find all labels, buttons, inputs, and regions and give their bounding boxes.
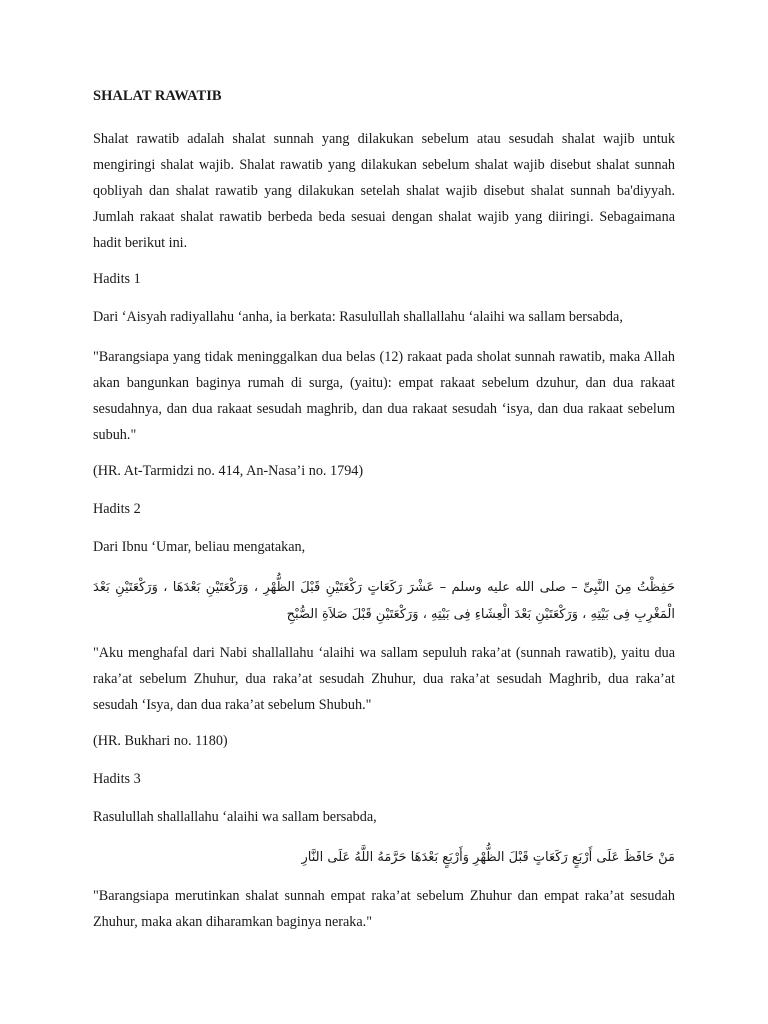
hadits-1-narration: Dari ‘Aisyah radiyallahu ‘anha, ia berkata: Rasulullah shallallahu ‘alaihi wa sallam bersabda, xyxy=(93,309,623,325)
intro-paragraph: Shalat rawatib adalah shalat sunnah yang dilakukan sebelum atau sesudah shalat wajib untuk mengiringi shalat wajib. Shalat rawatib yang dilakukan sebelum shalat wajib disebut shalat sunnah qobliyah dan shalat rawatib yang dilakukan setelah shalat wajib disebut shalat sunnah ba'diyyah. Jumlah rakaat shalat rawatib berbeda beda sesuai dengan shalat wajib yang diiringi. Sebagaimana hadit berikut ini. xyxy=(93,131,675,251)
hadits-2-source: (HR. Bukhari no. 1180) xyxy=(93,733,228,749)
hadits-1-heading: Hadits 1 xyxy=(93,271,141,287)
hadits-1-source: (HR. At-Tarmidzi no. 414, An-Nasa’i no. 1794) xyxy=(93,463,364,479)
hadits-3-narration: Rasulullah shallallahu ‘alaihi wa sallam bersabda, xyxy=(93,809,377,825)
document-title: SHALAT RAWATIB xyxy=(93,88,222,104)
hadits-3-arabic-text: مَنْ حَافَظَ عَلَى أَرْبَعٍ رَكَعَاتٍ قَبْلَ الظُّهْرِ وَأَرْبَعٍ بَعْدَهَا حَرَّمَهُ اللَّهُ عَلَى النَّارِ xyxy=(301,850,675,865)
hadits-2-arabic-text: حَفِظْتُ مِنَ النَّبِىِّ – صلى الله عليه وسلم – عَشْرَ رَكَعَاتٍ رَكْعَتَيْنِ قَبْلَ الظُّهْرِ ، وَرَكْعَتَيْنِ بَعْدَهَا ، وَرَكْعَتَيْنِ بَعْدَ الْمَغْرِبِ فِى بَيْتِهِ ، وَرَكْعَتَيْنِ بَعْدَ الْعِشَاءِ فِى بَيْتِهِ ، وَرَكْعَتَيْنِ قَبْلَ صَلاَةِ الصُّبْحِ xyxy=(93,580,675,622)
hadits-2-heading: Hadits 2 xyxy=(93,501,141,517)
hadits-2-translation: "Aku menghafal dari Nabi shallallahu ‘alaihi wa sallam sepuluh raka’at (sunnah rawatib), yaitu dua raka’at sebelum Zhuhur, dua raka’at sesudah Zhuhur, dua raka’at sesudah Maghrib, dua raka’at sesudah ‘Isya, dan dua raka’at sebelum Shubuh." xyxy=(93,645,675,713)
hadits-2-narration: Dari Ibnu ‘Umar, beliau mengatakan, xyxy=(93,539,306,555)
hadits-3-translation: "Barangsiapa merutinkan shalat sunnah empat raka’at sebelum Zhuhur dan empat raka’at sesudah Zhuhur, maka akan diharamkan baginya neraka." xyxy=(93,888,675,930)
hadits-1-translation: "Barangsiapa yang tidak meninggalkan dua belas (12) rakaat pada sholat sunnah rawatib, maka Allah akan bangunkan baginya rumah di surga, (yaitu): empat rakaat sebelum dzuhur, dan dua rakaat sesudahnya, dan dua rakaat sesudah maghrib, dan dua rakaat sesudah ‘isya, dan dua rakaat sebelum subuh." xyxy=(93,349,675,443)
hadits-3-heading: Hadits 3 xyxy=(93,771,141,787)
